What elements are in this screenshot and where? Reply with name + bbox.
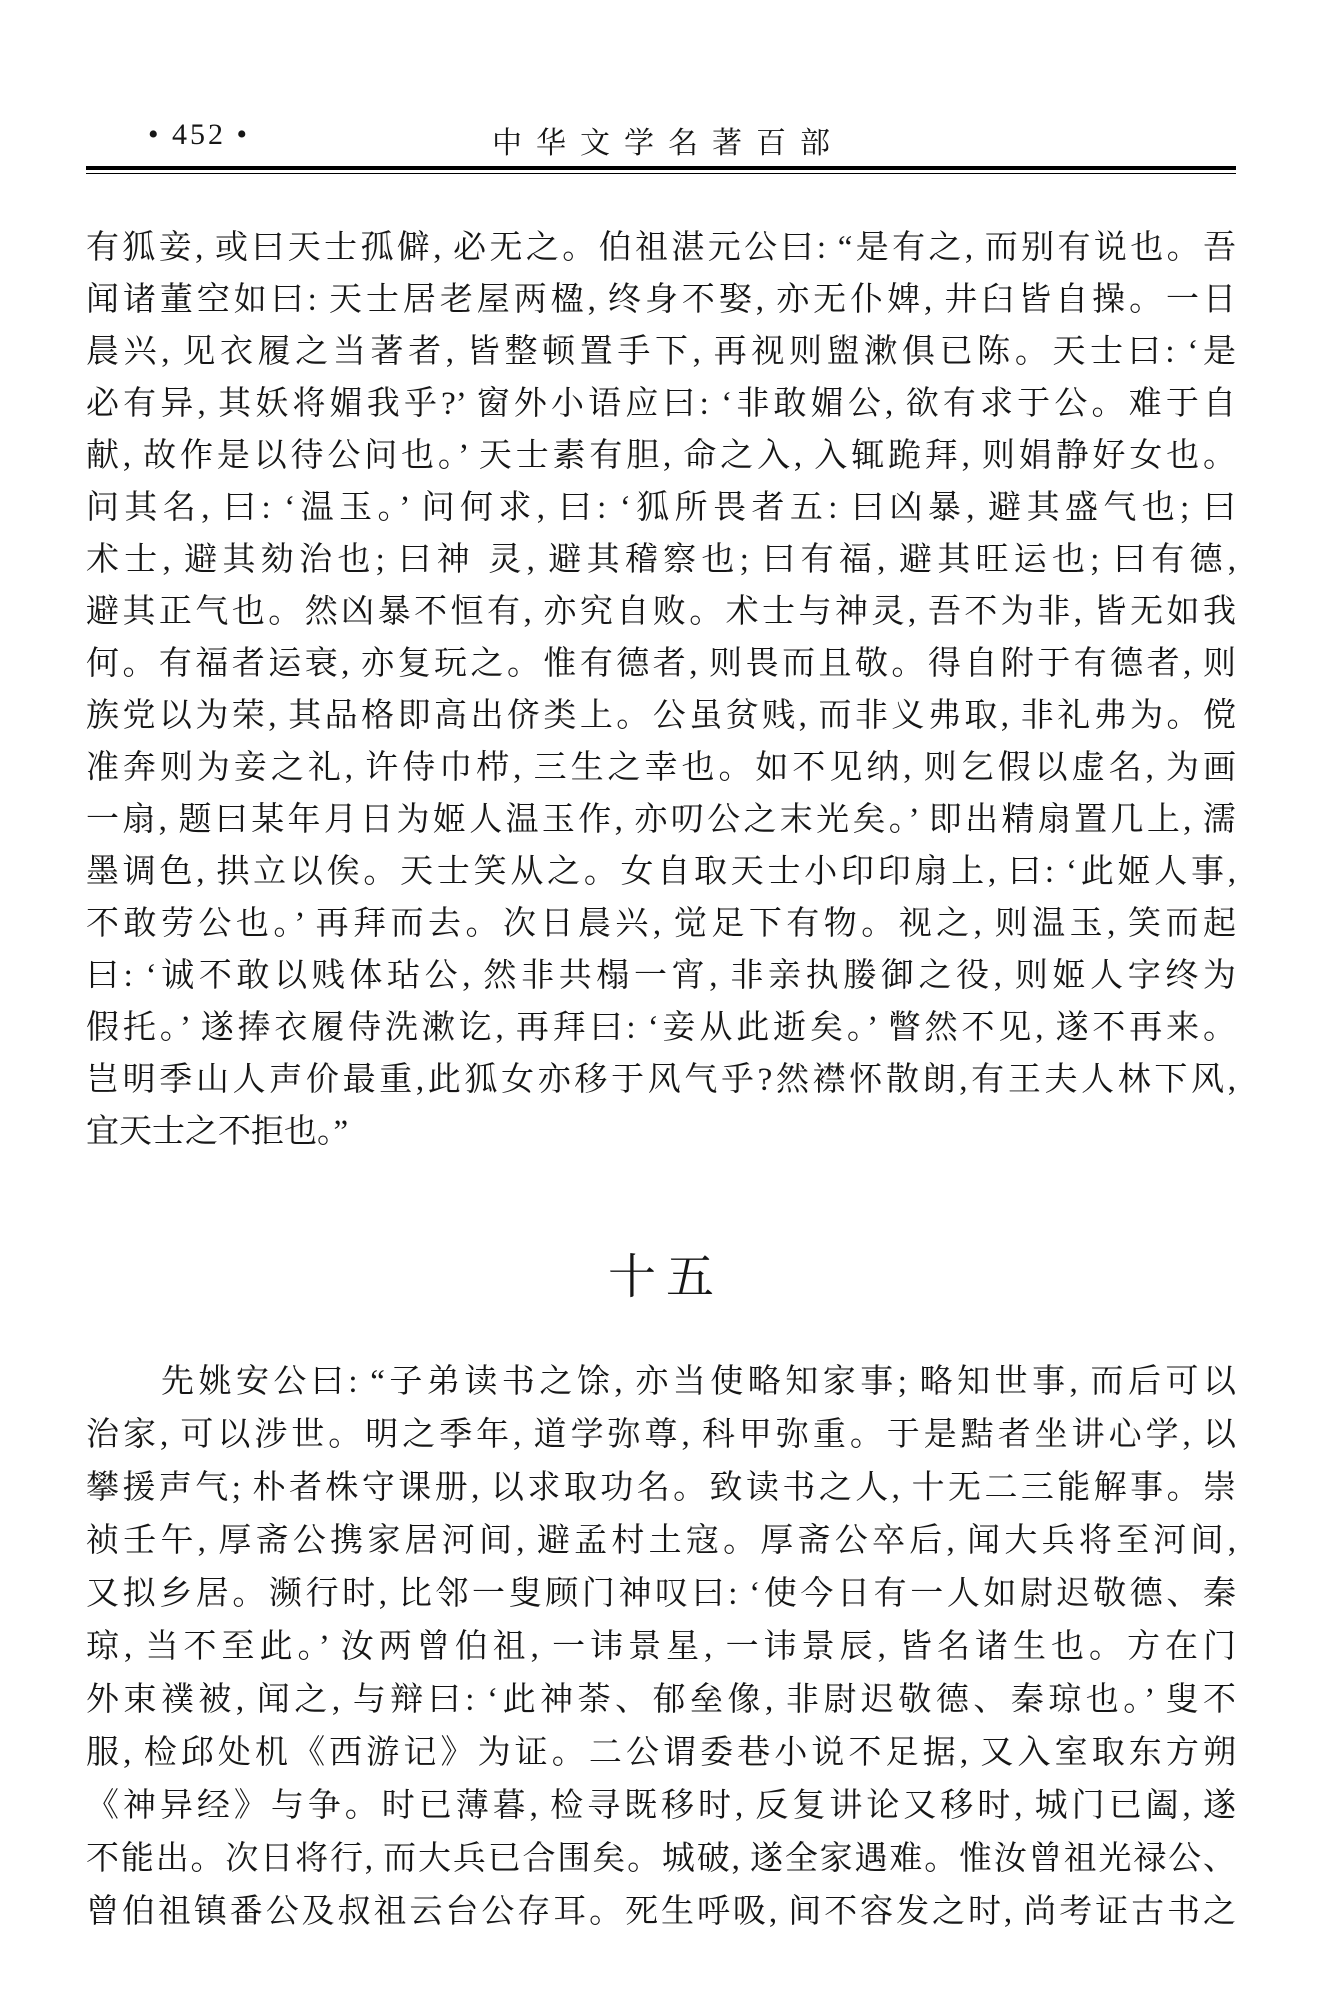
- page-header: [86, 0, 1236, 170]
- text-line: 不敢劳公也。’ 再拜而去。次日晨兴, 觉足下有物。视之, 则温玉, 笑而起: [86, 906, 1236, 942]
- text-line: 问其名, 曰: ‘温玉。’ 问何求, 曰: ‘狐所畏者五: 曰凶暴, 避其盛气也; 曰: [86, 490, 1236, 526]
- text-line: 避其正气也。然凶暴不恒有, 亦究自败。术士与神灵, 吾不为非, 皆无如我: [86, 594, 1236, 630]
- text-line: 祯壬午, 厚斋公携家居河间, 避孟村土寇。厚斋公卒后, 闻大兵将至河间,: [86, 1523, 1236, 1559]
- paragraph-two: [86, 1356, 1236, 1939]
- section-heading: 十五: [607, 1251, 724, 1304]
- text-line: 《神异经》与争。时已薄暮, 检寻既移时, 反复讲论又移时, 城门已阖, 遂: [86, 1788, 1236, 1824]
- text-line: 不能出。次日将行, 而大兵已合围矣。城破, 遂全家遇难。惟汝曾祖光禄公、: [86, 1841, 1236, 1877]
- text-line: 先姚安公曰: “子弟读书之馀, 亦当使略知家事; 略知世事, 而后可以: [86, 1364, 1236, 1400]
- paragraph-one: [86, 222, 1236, 1158]
- page-number: • 452 •: [148, 118, 251, 151]
- text-line: 一扇, 题曰某年月日为姬人温玉作, 亦叨公之末光矣。’ 即出精扇置几上, 濡: [86, 802, 1236, 838]
- page-content: [86, 0, 1236, 1930]
- text-line: 晨兴, 见衣履之当著者, 皆整顿置手下, 再视则盥漱俱已陈。天士曰: ‘是: [86, 334, 1236, 370]
- book-title: 中华文学名著百部: [492, 127, 844, 160]
- text-line: 岂明季山人声价最重,此狐女亦移于风气乎?然襟怀散朗,有王夫人林下风,: [86, 1062, 1236, 1098]
- text-line: 曰: ‘诚不敢以贱体玷公, 然非共榻一宵, 非亲执媵御之役, 则姬人字终为: [86, 958, 1236, 994]
- page-body: [86, 222, 1236, 1939]
- text-line: 有狐妾, 或曰天士孤僻, 必无之。伯祖湛元公曰: “是有之, 而别有说也。吾: [86, 230, 1236, 266]
- text-line: 又拟乡居。濒行时, 比邻一叟顾门神叹曰: ‘使今日有一人如尉迟敬德、秦: [86, 1576, 1236, 1612]
- text-line: 攀援声气; 朴者株守课册, 以求取功名。致读书之人, 十无二三能解事。崇: [86, 1470, 1236, 1506]
- text-line: 琼, 当不至此。’ 汝两曾伯祖, 一讳景星, 一讳景辰, 皆名诸生也。方在门: [86, 1629, 1236, 1665]
- text-line: 外束襆被, 闻之, 与辩曰: ‘此神荼、郁垒像, 非尉迟敬德、秦琼也。’ 叟不: [86, 1682, 1236, 1718]
- text-line: 曾伯祖镇番公及叔祖云台公存耳。死生呼吸, 间不容发之时, 尚考证古书之: [86, 1894, 1236, 1930]
- text-line: 宜天士之不拒也。”: [86, 1114, 349, 1150]
- header-rule: [86, 166, 1236, 174]
- text-line: 何。有福者运衰, 亦复玩之。惟有德者, 则畏而且敬。得自附于有德者, 则: [86, 646, 1236, 682]
- text-line: 术士, 避其劾治也; 曰神 灵, 避其稽察也; 曰有福, 避其旺运也; 曰有德,: [86, 542, 1236, 578]
- text-line: 准奔则为妾之礼, 许侍巾栉, 三生之幸也。如不见纳, 则乞假以虚名, 为画: [86, 750, 1236, 786]
- text-line: 服, 检邱处机《西游记》为证。二公谓委巷小说不足据, 又入室取东方朔: [86, 1735, 1236, 1771]
- text-line: 献, 故作是以待公问也。’ 天士素有胆, 命之入, 入辄跪拜, 则娟静好女也。: [86, 438, 1236, 474]
- text-line: 族党以为荣, 其品格即高出侪类上。公虽贫贱, 而非义弗取, 非礼弗为。傥: [86, 698, 1236, 734]
- text-line: 治家, 可以涉世。明之季年, 道学弥尊, 科甲弥重。于是黠者坐讲心学, 以: [86, 1417, 1236, 1453]
- text-line: 闻诸董空如曰: 天士居老屋两楹, 终身不娶, 亦无仆婢, 井臼皆自操。一日: [86, 282, 1236, 318]
- text-line: 假托。’ 遂捧衣履侍洗漱讫, 再拜曰: ‘妾从此逝矣。’ 瞥然不见, 遂不再来。: [86, 1010, 1236, 1046]
- text-line: 墨调色, 拱立以俟。天士笑从之。女自取天士小印印扇上, 曰: ‘此姬人事,: [86, 854, 1236, 890]
- text-line: 必有异, 其妖将媚我乎?’ 窗外小语应曰: ‘非敢媚公, 欲有求于公。难于自: [86, 386, 1236, 422]
